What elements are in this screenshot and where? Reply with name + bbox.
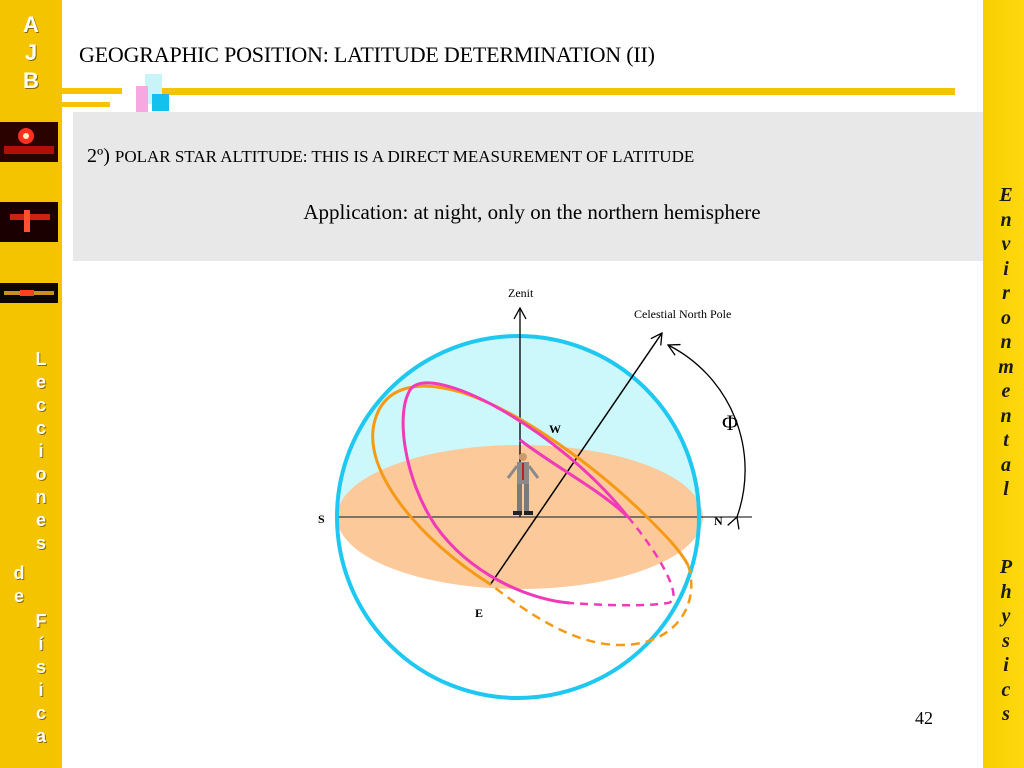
vertical-letter: P (999, 556, 1013, 578)
east-label: E (475, 606, 484, 620)
vertical-letter: e (35, 372, 46, 392)
vertical-letter: c (35, 703, 46, 723)
vertical-letter: i (1003, 258, 1009, 280)
vertical-letter: c (35, 395, 46, 415)
vertical-letter: a (1001, 454, 1011, 476)
north-label: N (714, 514, 723, 528)
vertical-letter: L (35, 349, 47, 369)
vertical-letter: e (35, 510, 46, 530)
vertical-letter: y (1001, 605, 1011, 627)
vertical-letter: l (1003, 478, 1009, 500)
vertical-letter: c (35, 418, 46, 438)
slide-title: GEOGRAPHIC POSITION: LATITUDE DETERMINATION (II) (79, 42, 655, 67)
vertical-letter: E (999, 184, 1013, 206)
vertical-letter: o (35, 464, 47, 484)
vertical-letter: i (1003, 654, 1009, 676)
vertical-letter: s (1002, 703, 1010, 725)
vertical-letter: v (1001, 233, 1011, 255)
logo-letter-j: J (24, 40, 38, 65)
subtitle-prefix: 2º) (87, 145, 110, 167)
vertical-letter: s (35, 533, 46, 553)
vertical-letter: a (35, 726, 46, 746)
vertical-letter: o (1001, 307, 1011, 329)
vertical-letter: í (38, 634, 44, 654)
vertical-letter: i (38, 441, 44, 461)
vertical-letter: s (35, 657, 46, 677)
vertical-letter: h (1000, 581, 1012, 603)
vertical-letter: n (1000, 405, 1012, 427)
vertical-letter: m (998, 356, 1014, 378)
latitude-symbol: Φ (722, 410, 739, 435)
vertical-letter: n (1000, 331, 1012, 353)
vertical-letter: t (1003, 429, 1009, 451)
subtitle-text: POLAR STAR ALTITUDE: THIS IS A DIRECT MEASUREMENT OF LATITUDE (114, 147, 695, 166)
zenith-label: Zenit (508, 286, 534, 300)
page-number: 42 (915, 708, 933, 728)
vertical-letter: i (38, 680, 44, 700)
application-note: Application: at night, only on the northern hemisphere (303, 200, 761, 224)
vertical-letter: r (1002, 282, 1010, 304)
logo-letter-a: A (23, 12, 39, 37)
south-label: S (318, 512, 325, 526)
vertical-letter: F (35, 611, 47, 631)
pole-label: Celestial North Pole (634, 307, 732, 321)
vertical-letter: n (35, 487, 47, 507)
vertical-letter: e (13, 586, 24, 606)
vertical-letter: n (1000, 209, 1012, 231)
vertical-letter: c (1001, 679, 1011, 701)
logo-letter-b: B (23, 68, 39, 93)
west-label: W (549, 422, 561, 436)
vertical-letter: d (13, 563, 25, 583)
vertical-letter: e (1001, 380, 1011, 402)
vertical-letter: s (1002, 630, 1010, 652)
